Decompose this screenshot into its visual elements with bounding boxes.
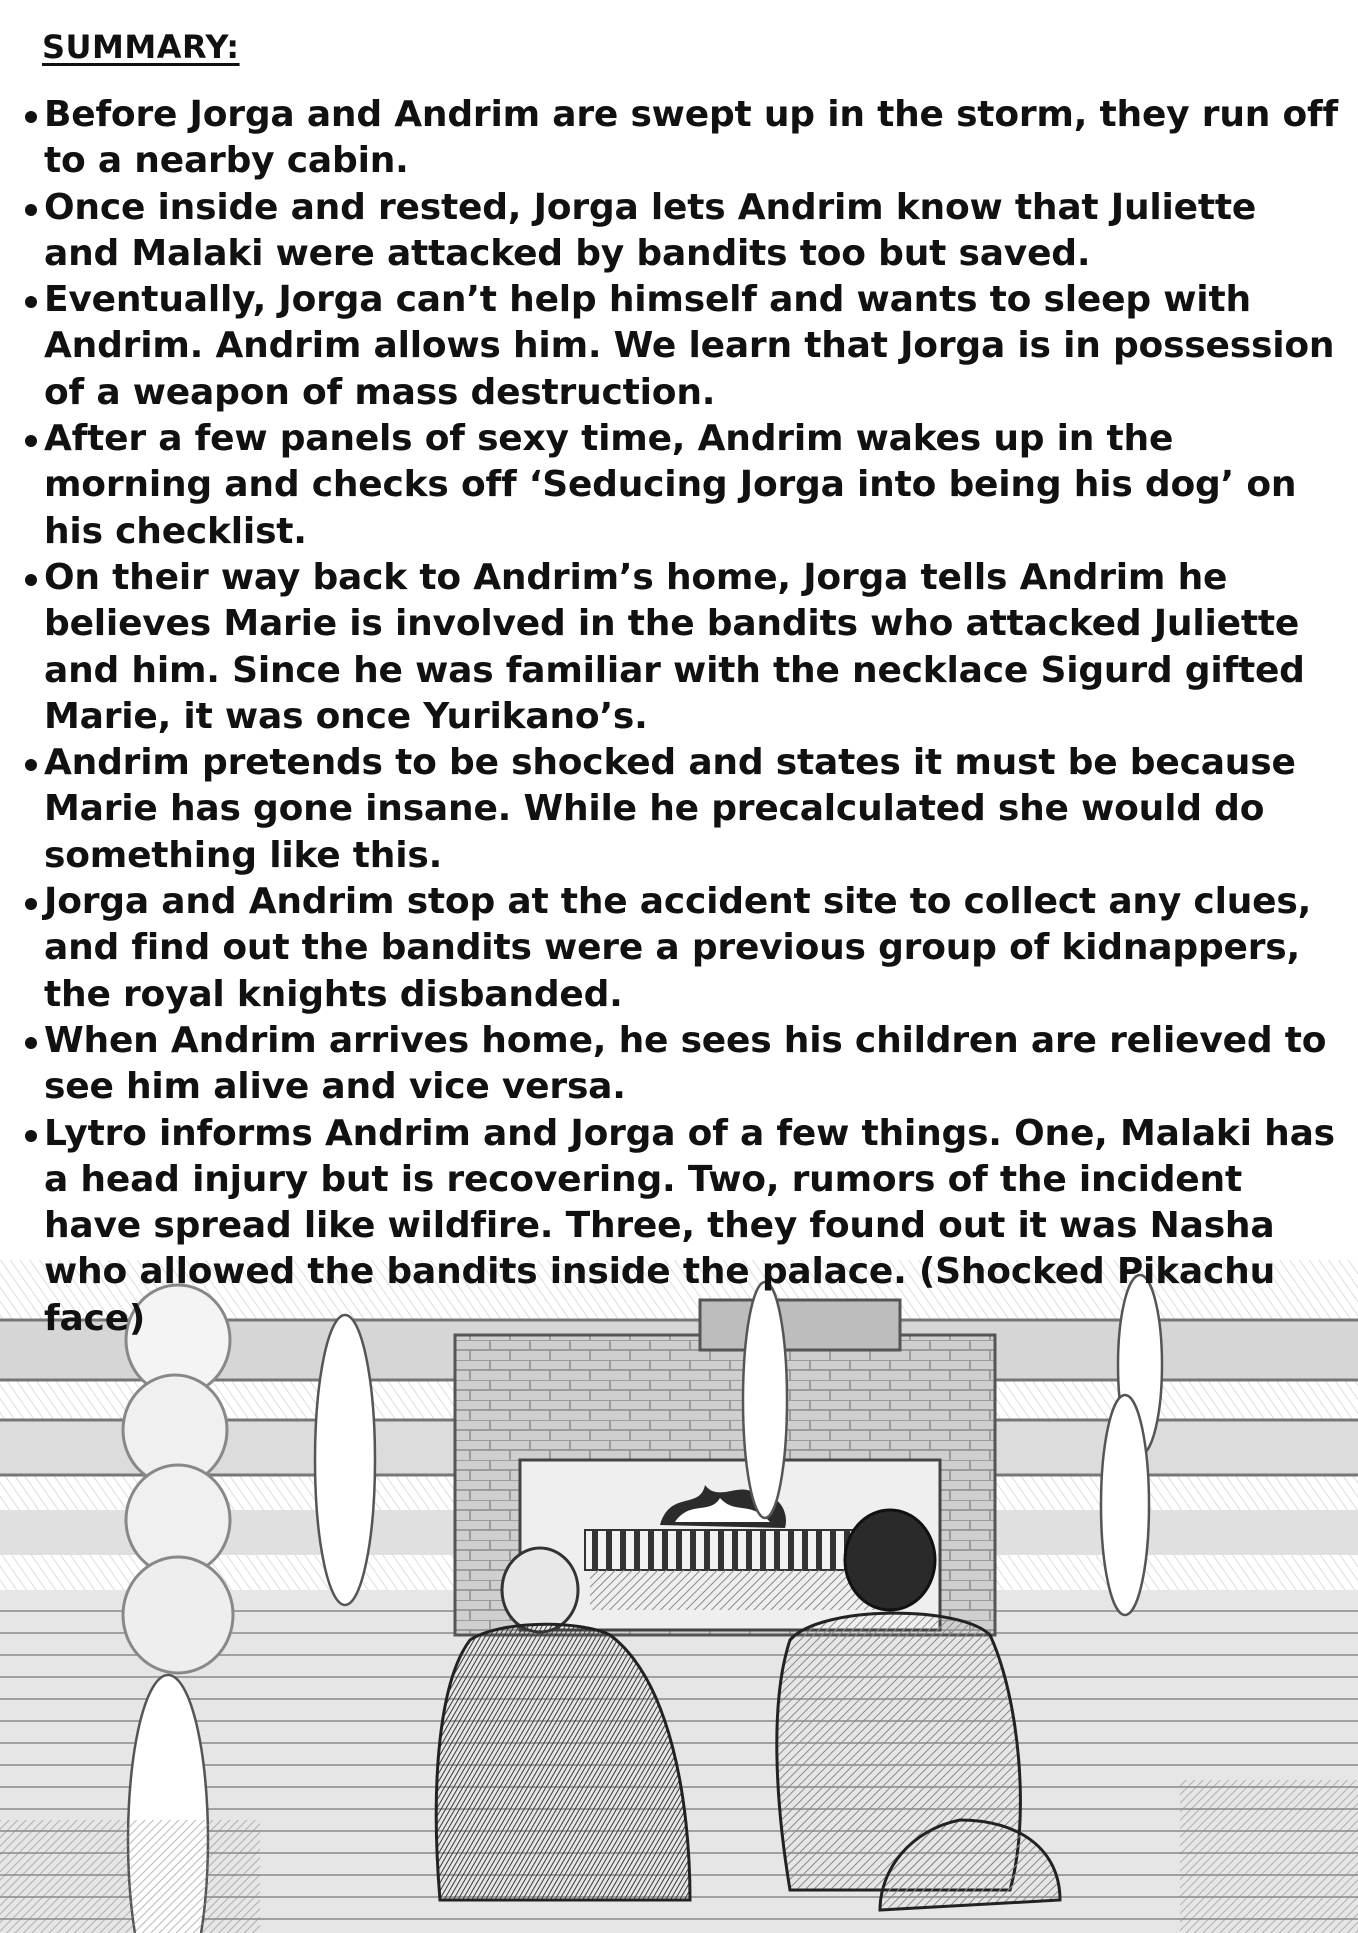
- summary-bullet: Andrim pretends to be shocked and states it must be because Marie has gone insane. While he precalculated she would do something like this.: [22, 740, 1342, 879]
- summary-bullet: After a few panels of sexy time, Andrim wakes up in the morning and checks off ‘Seducing Jorga into being his dog’ on his checklist.: [22, 416, 1342, 555]
- summary-bullet: Before Jorga and Andrim are swept up in the storm, they run off to a nearby cabin.: [22, 92, 1342, 185]
- summary-bullet-list: [22, 92, 1342, 1342]
- manga-illustration: [0, 1260, 1358, 1933]
- speech-bubble: [1101, 1395, 1149, 1615]
- summary-bullet: When Andrim arrives home, he sees his children are relieved to see him alive and vice versa.: [22, 1018, 1342, 1111]
- screentone-vignette: [1180, 1780, 1358, 1933]
- speech-bubble: [315, 1315, 375, 1605]
- summary-bullet: Jorga and Andrim stop at the accident site to collect any clues, and find out the bandits were a previous group of kidnappers, the royal knights disbanded.: [22, 879, 1342, 1018]
- screentone-vignette: [0, 1820, 260, 1933]
- summary-bullet: Eventually, Jorga can’t help himself and wants to sleep with Andrim. Andrim allows him. We learn that Jorga is in possession of a weapon of mass destruction.: [22, 277, 1342, 416]
- summary-bullet: On their way back to Andrim’s home, Jorga tells Andrim he believes Marie is involved in the bandits who attacked Juliette and him. Since he was familiar with the necklace Sigurd gifted Marie, it was once Yurikano’s.: [22, 555, 1342, 740]
- summary-heading: SUMMARY:: [42, 28, 240, 66]
- summary-bullet: Lytro informs Andrim and Jorga of a few things. One, Malaki has a head injury but is recovering. Two, rumors of the incident have spread like wildfire. Three, they found out it was Nasha who allowed the bandits inside the palace. (Shocked Pikachu face): [22, 1111, 1342, 1342]
- summary-bullet: Once inside and rested, Jorga lets Andrim know that Juliette and Malaki were attacked by bandits too but saved.: [22, 185, 1342, 278]
